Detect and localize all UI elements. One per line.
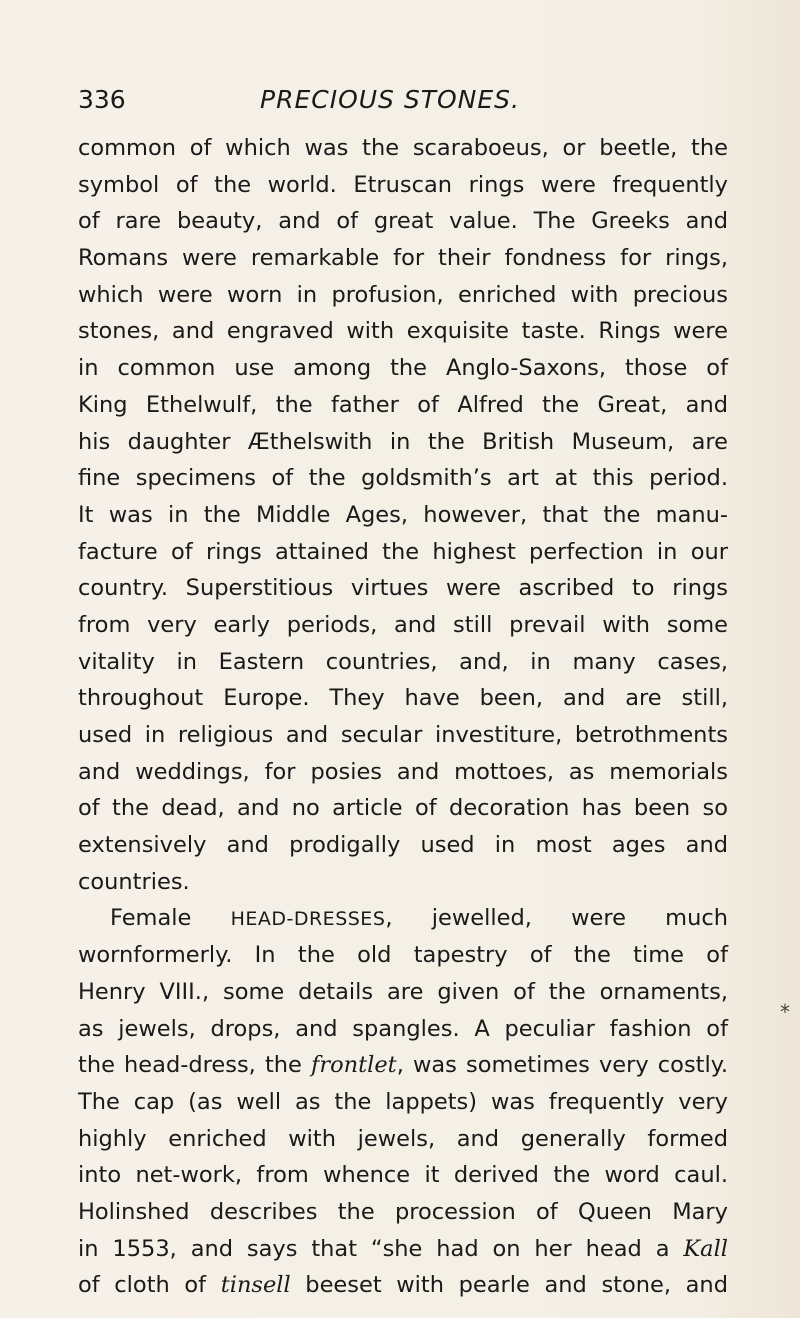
text-line: in common use among the Anglo-Saxons, those of <box>78 355 728 382</box>
text-line: wornformerly. In the old tapestry of the time of <box>78 942 728 969</box>
text-run: in 1553, and says that “she had on her head a <box>78 1235 684 1262</box>
text-line: and weddings, for posies and mottoes, as memorials <box>78 758 728 785</box>
text-line: The cap (as well as the lappets) was frequently very <box>78 1088 728 1115</box>
text-line: It was in the Middle Ages, however, that the manu- <box>78 501 728 528</box>
text-line <box>78 1267 728 1304</box>
text-line: common of which was the scaraboeus, or beetle, the <box>78 135 728 161</box>
running-title: PRECIOUS STONES. <box>260 85 520 114</box>
text-line <box>78 1231 728 1268</box>
text-line: Henry VIII., some details are given of the ornaments, <box>78 978 728 1005</box>
text-line: stones, and engraved with exquisite taste. Rings were <box>78 318 728 345</box>
text-line: as jewels, drops, and spangles. A peculiar fashion of <box>78 1015 728 1042</box>
text-run: of cloth of <box>78 1272 221 1299</box>
paragraph-start-line <box>78 900 728 937</box>
text-line: throughout Europe. They have been, and are still, <box>78 685 728 712</box>
page-header <box>78 80 728 120</box>
body-text <box>78 130 728 1304</box>
italic-term: Kall <box>683 1235 728 1262</box>
text-line: highly enriched with jewels, and generally formed <box>78 1125 728 1152</box>
text-line: extensively and prodigally used in most ages and <box>78 832 728 859</box>
text-line: used in religious and secular investiture, betrothments <box>78 722 728 748</box>
text-line: Holinshed describes the procession of Queen Mary <box>78 1198 728 1225</box>
text-line: vitality in Eastern countries, and, in many cases, <box>78 648 728 675</box>
text-run: Female <box>110 905 231 932</box>
text-line: symbol of the world. Etruscan rings were frequently <box>78 171 728 198</box>
text-run: beeset with pearle and stone, and <box>290 1272 728 1299</box>
text-run: , jewelled, were much <box>385 905 728 932</box>
italic-term: tinsell <box>220 1272 291 1299</box>
page-number: 336 <box>78 85 126 114</box>
text-line: King Ethelwulf, the father of Alfred the Great, and <box>78 391 728 418</box>
text-line: from very early periods, and still prevail with some <box>78 611 728 638</box>
text-line: facture of rings attained the highest perfection in our <box>78 538 728 565</box>
text-line: his daughter Æthelswith in the British Museum, are <box>78 428 728 455</box>
text-run: the head-dress, the <box>78 1052 311 1079</box>
text-line: of rare beauty, and of great value. The Greeks and <box>78 208 728 235</box>
text-line: into net-work, from whence it derived the word caul. <box>78 1162 728 1189</box>
text-line <box>78 1047 728 1084</box>
text-line: which were worn in profusion, enriched with precious <box>78 281 728 308</box>
text-run: , was sometimes very costly. <box>396 1052 728 1079</box>
text-line: of the dead, and no article of decoration has been so <box>78 795 728 822</box>
smallcaps-term: HEAD-DRESSES <box>230 908 386 931</box>
text-line: country. Superstitious virtues were ascribed to rings <box>78 575 728 602</box>
text-line: fine specimens of the goldsmith’s art at this period. <box>78 465 728 492</box>
text-line: countries. <box>78 868 190 895</box>
italic-term: frontlet <box>311 1052 397 1079</box>
margin-asterisk: * <box>780 1000 790 1024</box>
text-line: Romans were remarkable for their fondness for rings, <box>78 245 728 272</box>
